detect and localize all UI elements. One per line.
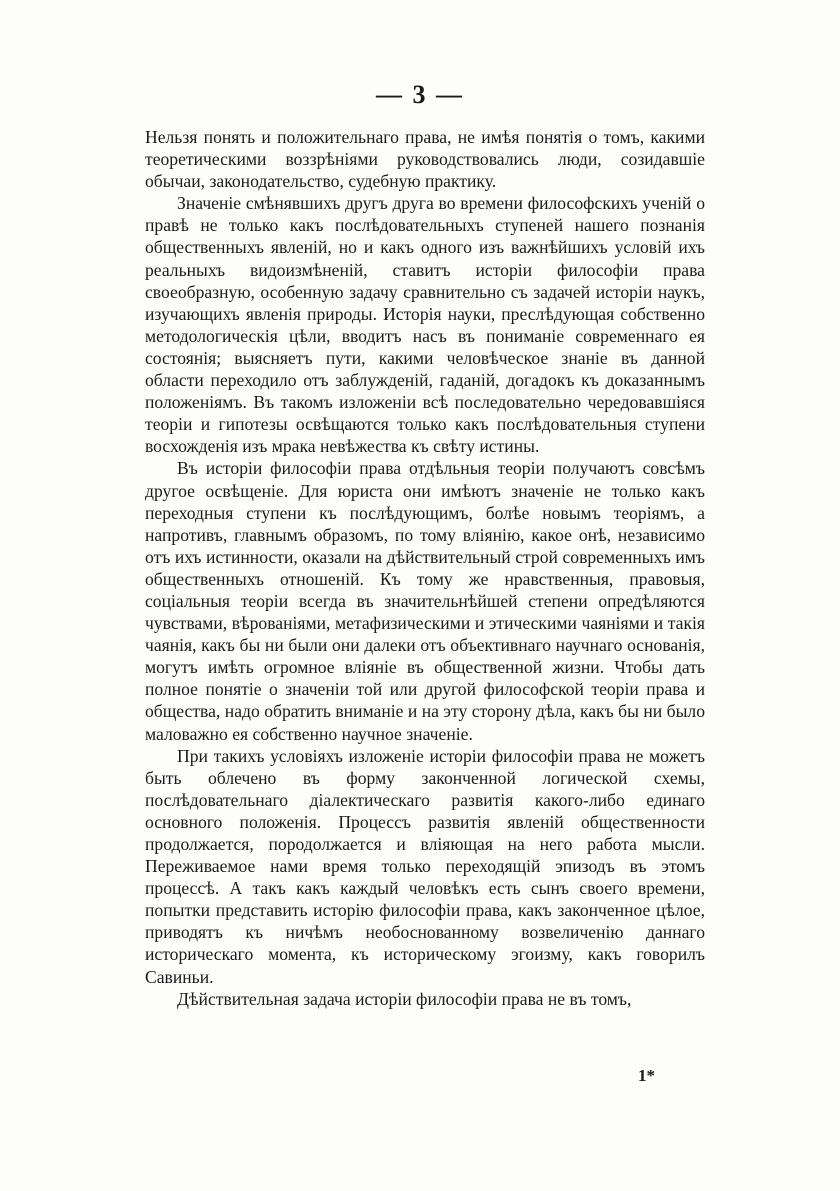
paragraph-1: Нельзя понять и положительнаго права, не имѣя понятія о томъ, какими теоретическими воззрѣніями руководствовались люди, созидавшіе обычаи, законодательство, судебную практику. <box>145 127 705 192</box>
paragraph-2: Значеніе смѣнявшихъ другъ друга во времени философскихъ ученій о правѣ не только какъ послѣдовательныхъ ступеней нашего познанія общественныхъ явленій, но и какъ одного изъ важнѣйшихъ условій ихъ реальныхъ видоизмѣненій, ставитъ исторіи философіи права своеобразную, особенную задачу сравнительно съ задачей исторіи наукъ, изучающихъ явленія природы. Исторія науки, преслѣдующая собственно методологическія цѣли, вводитъ насъ въ пониманіе современнаго ея состоянія; выясняетъ пути, какими человѣческое знаніе въ данной области переходило отъ заблужденій, гаданій, догадокъ къ доказаннымъ положеніямъ. Въ такомъ изложеніи всѣ последовательно чередовавшіяся теоріи и гипотезы освѣщаются только какъ послѣдовательныя ступени восхожденія изъ мрака невѣжества къ свѣту истины. <box>145 193 705 457</box>
printer-signature-mark: 1* <box>638 1066 655 1085</box>
page-number: — 3 — <box>376 80 464 109</box>
body-text <box>145 126 705 1010</box>
paragraph-3: Въ исторіи философіи права отдѣльныя теоріи получаютъ совсѣмъ другое освѣщеніе. Для юриста они имѣютъ значеніе не только какъ переходныя ступени къ послѣдующимъ, болѣе новымъ теоріямъ, а напротивъ, главнымъ образомъ, по тому вліянію, какое онѣ, независимо отъ ихъ истинности, оказали на дѣйствительный строй современныхъ имъ общественныхъ отношеній. Къ тому же нравственныя, правовыя, соціальныя теоріи всегда въ значительнѣйшей степени опредѣляются чувствами, вѣрованіями, метафизическими и этическими чаяніями и такія чаянія, какъ бы ни были они далеки отъ объективнаго научнаго основанія, могутъ имѣть огромное вліяніе въ общественной жизни. Чтобы дать полное понятіе о значеніи той или другой философской теоріи права и общества, надо обратить вниманіе и на эту сторону дѣла, какъ бы ни было маловажно ея собственно научное значеніе. <box>145 458 705 744</box>
paragraph-4: При такихъ условіяхъ изложеніе исторіи философіи права не можетъ быть облечено въ форму законченной логической схемы, послѣдовательнаго діалектическаго развитія какого-либо единаго основного положенія. Процессъ развитія явленій общественности продолжается, породолжается и вліяющая на него работа мысли. Переживаемое нами время только переходящій эпизодъ въ этомъ процессѣ. А такъ какъ каждый человѣкъ есть сынъ своего времени, попытки представить исторію философіи права, какъ законченное цѣлое, приводятъ къ ничѣмъ необоснованному возвеличенію даннаго историческаго момента, къ историческому эгоизму, какъ говорилъ Савиньи. <box>145 745 705 987</box>
paragraph-5: Дѣйствительная задача исторіи философіи права не въ томъ, <box>177 988 632 1009</box>
